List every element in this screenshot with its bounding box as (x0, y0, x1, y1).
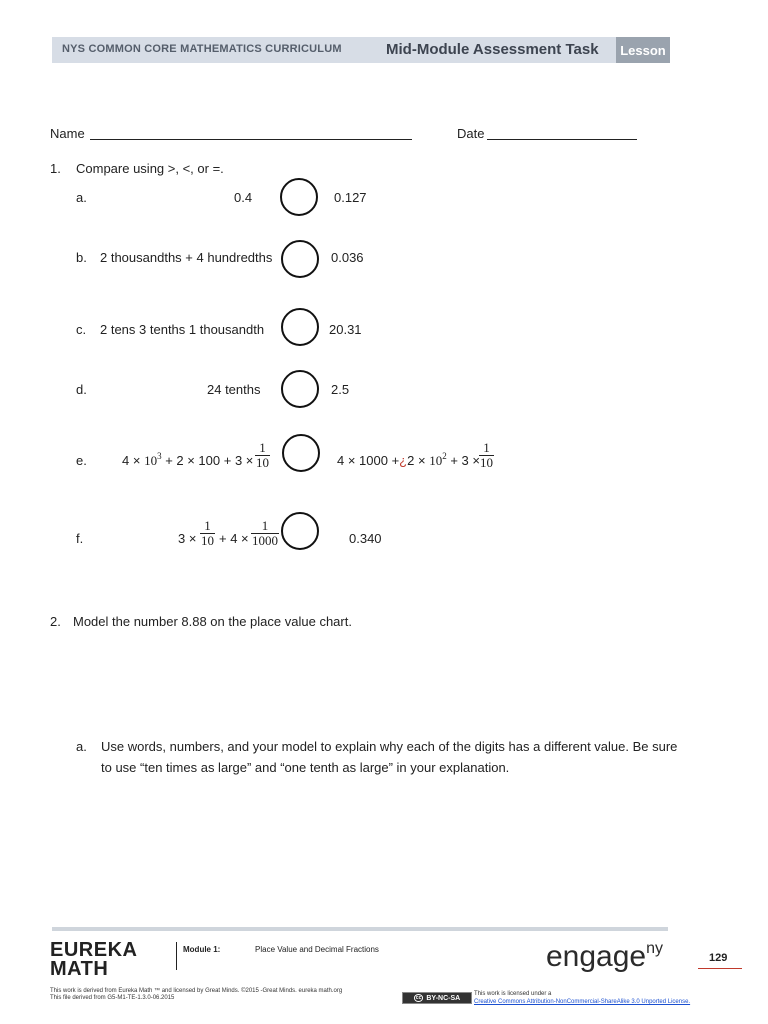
cc-icon: cc (415, 995, 422, 1001)
footer-separator (176, 942, 177, 970)
place-value-chart-area[interactable] (70, 640, 670, 720)
q1f-fraction-1: 1 10 (201, 518, 214, 549)
q2-prompt: Model the number 8.88 on the place value chart. (73, 614, 352, 629)
q1b-right: 0.036 (331, 250, 364, 265)
assessment-title: Mid-Module Assessment Task (386, 41, 599, 58)
license-link[interactable]: Creative Commons Attribution-NonCommercial-ShareAlike 3.0 Unported License. (474, 999, 691, 1005)
q1c-label: c. (76, 322, 87, 337)
q1d-answer-circle[interactable] (281, 370, 319, 408)
q1b-answer-circle[interactable] (281, 240, 319, 278)
name-line[interactable] (90, 139, 412, 140)
footer-rule (52, 927, 668, 931)
q1a-left: 0.4 (234, 190, 253, 205)
q1f-part-b: + 4 × (219, 531, 249, 546)
q1-number: 1. (50, 161, 61, 176)
cc-license-badge[interactable]: cc BY-NC-SA (402, 992, 472, 1004)
q2-number: 2. (50, 614, 61, 629)
derived-notice: This work is derived from Eureka Math ™ and licensed by Great Minds. ©2015 -Great Minds. eureka math.org (50, 988, 343, 994)
q1f-right: 0.340 (349, 531, 382, 546)
q1e-label: e. (76, 453, 87, 468)
eureka-math-logo: EUREKA MATH (50, 939, 138, 980)
q1b-label: b. (76, 250, 87, 265)
q1f-label: f. (76, 531, 84, 546)
q1e-answer-circle[interactable] (282, 434, 320, 472)
date-line[interactable] (487, 139, 637, 140)
q1d-right: 2.5 (331, 382, 350, 397)
q1a-answer-circle[interactable] (280, 178, 318, 216)
q1e-left-fraction: 1 10 (256, 440, 269, 471)
q1a-right: 0.127 (334, 190, 367, 205)
q1a-label: a. (76, 190, 87, 205)
q1d-label: d. (76, 382, 87, 397)
q1e-right-expression: 4 × 1000 +¿2 × $10^2 + 3$ × (337, 451, 480, 468)
q2a-answer-area[interactable] (70, 785, 670, 915)
page-number-underline (698, 968, 742, 969)
module-title: Place Value and Decimal Fractions (255, 945, 379, 954)
q1b-left: 2 thousandths + 4 hundredths (100, 250, 273, 265)
license-text: This work is licensed under a (474, 991, 552, 997)
q1e-right-fraction: 1 10 (480, 440, 493, 471)
date-label: Date (457, 126, 485, 141)
lesson-badge: Lesson (616, 37, 670, 63)
engageny-logo: engage$^{ny}$ (546, 940, 664, 973)
q1c-left: 2 tens 3 tenths 1 thousandth (100, 322, 265, 337)
q2a-instructions-line1: Use words, numbers, and your model to explain why each of the digits has a different value. Be sure (101, 739, 678, 754)
q1c-answer-circle[interactable] (281, 308, 319, 346)
q2a-instructions-line2: to use “ten times as large” and “one tenth as large” in your explanation. (101, 760, 510, 775)
q1-prompt: Compare using >, <, or =. (76, 161, 224, 176)
q1f-fraction-2: 1 1000 (252, 518, 278, 549)
curriculum-title: NYS COMMON CORE MATHEMATICS CURRICULUM (62, 43, 342, 55)
q1d-left: 24 tenths (207, 382, 261, 397)
module-label: Module 1: (183, 945, 221, 954)
q2a-label: a. (76, 739, 87, 754)
q1f-part-a: 3 × (178, 531, 197, 546)
q1c-right: 20.31 (329, 322, 362, 337)
page-number: 129 (709, 952, 728, 964)
name-label: Name (50, 126, 85, 141)
q1e-left-expression: $4 \times 10^3 + 2 \times 100 + 3$ × (122, 451, 254, 468)
derived-file: This file derived from G5-M1-TE-1.3.0-06.2015 (50, 995, 175, 1001)
q1f-answer-circle[interactable] (281, 512, 319, 550)
